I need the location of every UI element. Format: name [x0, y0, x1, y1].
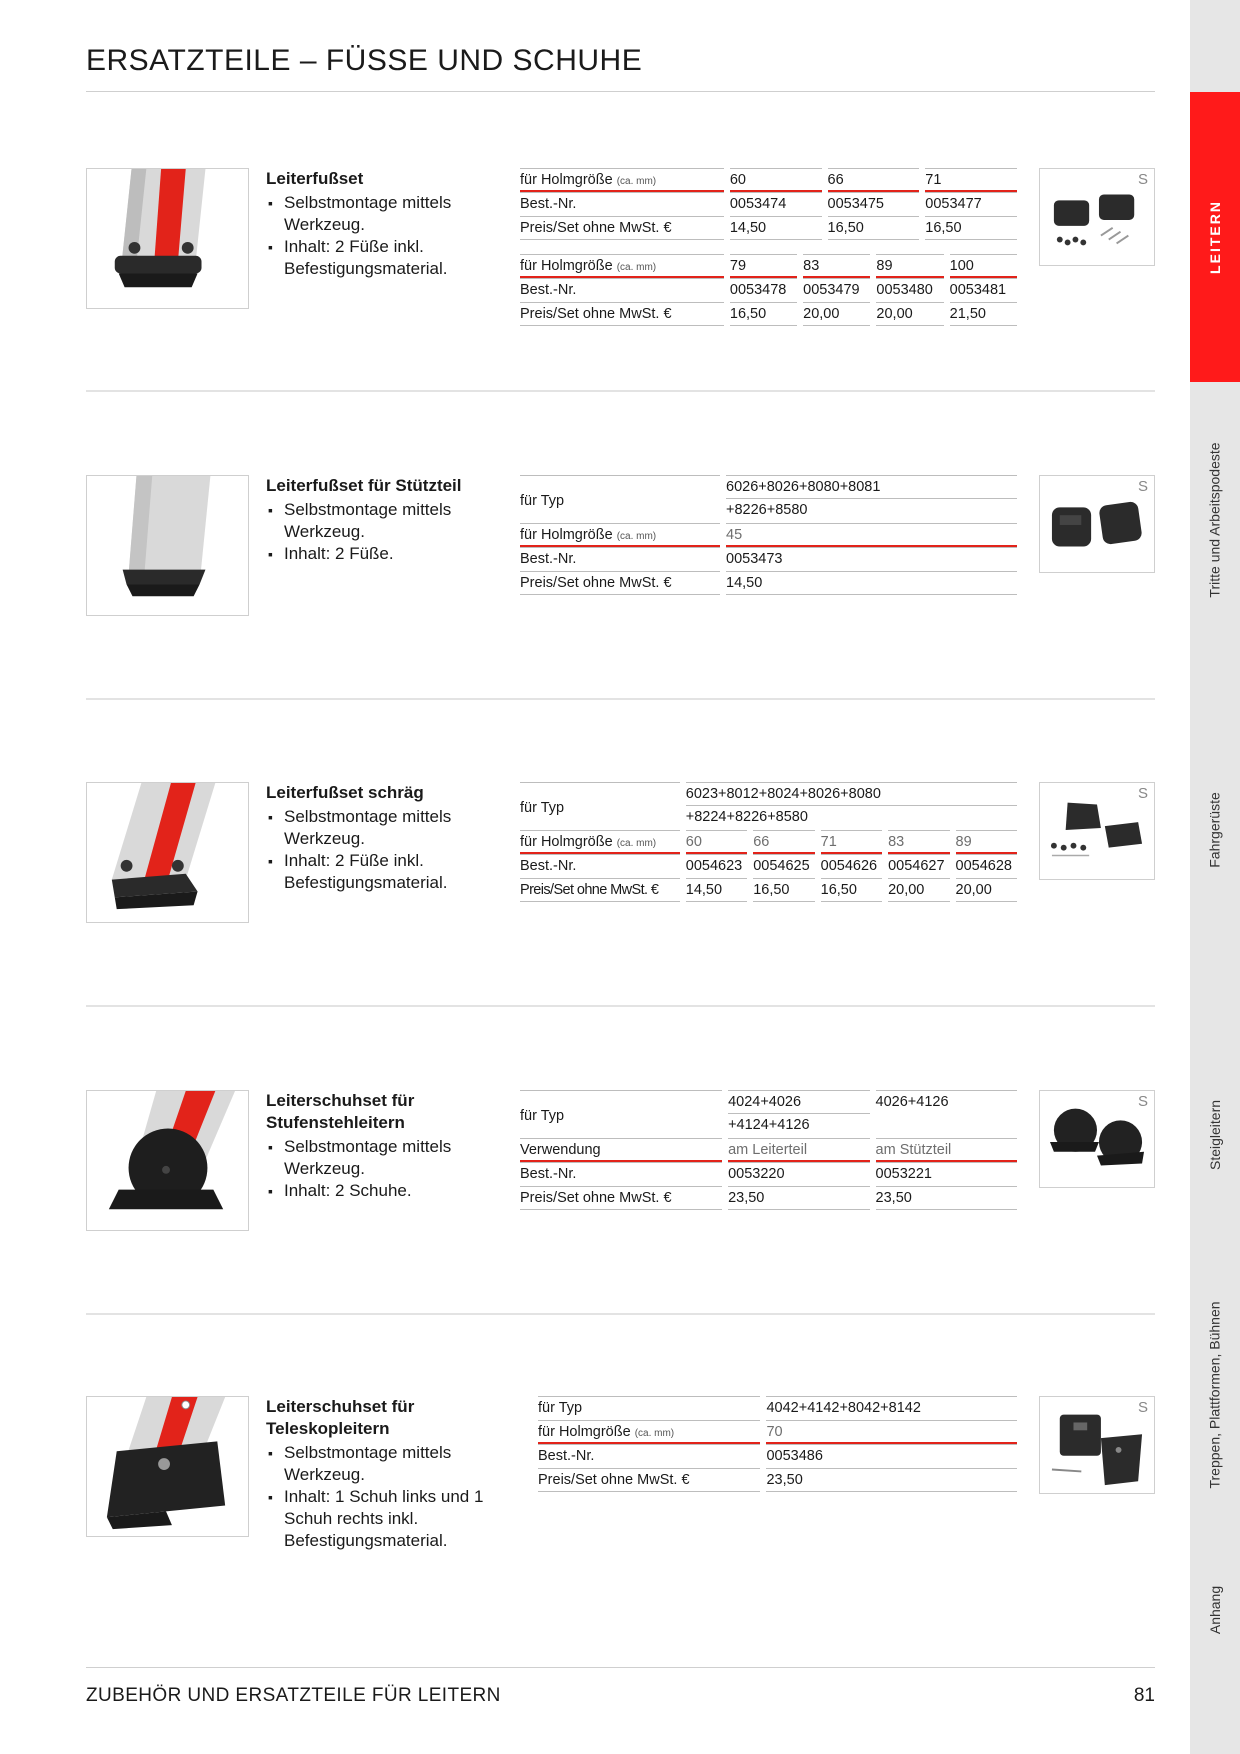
price-label: Preis/Set ohne MwSt. €	[520, 571, 720, 595]
price-cell: 16,50	[821, 878, 882, 902]
page-number: 81	[1133, 1685, 1155, 1706]
product-bullets	[266, 499, 496, 565]
section-sidebar	[1190, 0, 1240, 1754]
bullet-item: ▪ Inhalt: 2 Füße inkl. Befestigungsmaterial.	[266, 850, 496, 894]
order-number-cell: 0053474	[730, 192, 822, 216]
order-number-cell: 0054627	[888, 854, 949, 878]
price-label: Preis/Set ohne MwSt. €	[538, 1468, 760, 1492]
sidebar-tab-tritte[interactable]: Tritte und Arbeitspodeste	[1207, 442, 1224, 598]
holm-label-cell: für Holmgröße (ca. mm)	[538, 1420, 760, 1444]
best-nr-label: Best.-Nr.	[520, 854, 680, 878]
type-label: für Typ	[538, 1396, 760, 1420]
bullet-item: ▪ Selbstmontage mittels Werkzeug.	[266, 1136, 496, 1180]
product-photo	[86, 475, 249, 616]
product-bullets	[266, 1442, 496, 1552]
price-label: Preis/Set ohne MwSt. €	[520, 878, 680, 902]
parts-thumbnail	[1039, 782, 1155, 880]
product-title: Leiterfußset	[266, 169, 364, 188]
section-divider	[86, 390, 1155, 392]
order-number-cell: 0053479	[803, 278, 870, 302]
product-title: Leiterfußset für Stützteil	[266, 476, 462, 495]
product-photo	[86, 782, 249, 923]
use-cell: am Leiterteil	[728, 1138, 869, 1162]
size-cell: 71	[821, 830, 882, 854]
bullet-item: ▪ Inhalt: 1 Schuh links und 1 Schuh rechts inkl. Befestigungsmaterial.	[266, 1486, 496, 1552]
holm-label-cell: für Holmgröße (ca. mm)	[520, 523, 720, 547]
size-cell: 66	[753, 830, 814, 854]
type-label: für Typ	[520, 1090, 722, 1138]
price-cell: 14,50	[686, 878, 747, 902]
sidebar-tab-steigleitern[interactable]: Steigleitern	[1207, 1099, 1224, 1171]
bullet-item: ▪ Selbstmontage mittels Werkzeug.	[266, 1442, 496, 1486]
product-bullets	[266, 806, 496, 894]
title-divider	[86, 91, 1155, 92]
section-divider	[86, 698, 1155, 700]
product-description	[266, 782, 496, 894]
price-cell: 16,50	[925, 216, 1017, 240]
footer-divider	[86, 1667, 1155, 1668]
bullet-item: ▪ Selbstmontage mittels Werkzeug.	[266, 499, 496, 543]
order-number-cell: 0053478	[730, 278, 797, 302]
best-nr-label: Best.-Nr.	[538, 1444, 760, 1468]
use-label: Verwendung	[520, 1138, 722, 1162]
order-number-cell: 0054623	[686, 854, 747, 878]
sidebar-tab-anhang[interactable]: Anhang	[1207, 1585, 1223, 1635]
section-divider	[86, 1005, 1155, 1007]
price-label: Preis/Set ohne MwSt. €	[520, 216, 724, 240]
bullet-item: ▪ Inhalt: 2 Füße inkl. Befestigungsmaterial.	[266, 236, 496, 280]
order-number-cell: 0053221	[876, 1162, 1017, 1186]
type-label: für Typ	[520, 475, 720, 523]
price-cell: 20,00	[956, 878, 1018, 902]
size-cell: 45	[726, 523, 1017, 547]
size-cell: 60	[730, 168, 822, 192]
order-number-cell: 0053220	[728, 1162, 869, 1186]
order-number-cell: 0053475	[828, 192, 920, 216]
type-cell: 4024+4026 +4124+4126	[728, 1090, 869, 1138]
holm-label-cell: für Holmgröße (ca. mm)	[520, 254, 724, 278]
spec-table-a	[514, 168, 1023, 240]
bullet-item: ▪ Inhalt: 2 Schuhe.	[266, 1180, 496, 1202]
price-label: Preis/Set ohne MwSt. €	[520, 302, 724, 326]
parts-thumbnail	[1039, 475, 1155, 573]
price-cell: 20,00	[876, 302, 943, 326]
spec-table-b	[514, 254, 1023, 326]
product-photo	[86, 1090, 249, 1231]
price-label: Preis/Set ohne MwSt. €	[520, 1186, 722, 1210]
price-cell: 23,50	[728, 1186, 869, 1210]
price-cell: 16,50	[828, 216, 920, 240]
price-cell: 20,00	[803, 302, 870, 326]
size-letter: S	[1137, 785, 1148, 802]
product-title: Leiterfußset schräg	[266, 783, 424, 802]
size-cell: 83	[803, 254, 870, 278]
product-section-schraeg	[0, 782, 1160, 1032]
order-number-cell: 0053480	[876, 278, 943, 302]
type-cell: 4026+4126	[876, 1090, 1017, 1138]
size-letter: S	[1137, 478, 1148, 495]
size-letter: S	[1137, 1093, 1148, 1110]
price-cell: 14,50	[730, 216, 822, 240]
size-cell: 66	[828, 168, 920, 192]
parts-thumbnail	[1039, 168, 1155, 266]
order-number-cell: 0054625	[753, 854, 814, 878]
product-section-teleskopleitern	[0, 1396, 1160, 1646]
price-cell: 23,50	[876, 1186, 1017, 1210]
size-letter: S	[1137, 1399, 1148, 1416]
sidebar-tab-treppen[interactable]: Treppen, Plattformen, Bühnen	[1207, 1301, 1224, 1489]
section-divider	[86, 1313, 1155, 1315]
size-cell: 70	[766, 1420, 1017, 1444]
order-number-cell: 0054628	[956, 854, 1018, 878]
type-cell: 6023+8012+8024+8026+8080 +8224+8226+8580	[686, 782, 1017, 830]
product-title: Leiterschuhset für Teleskopleitern	[266, 1397, 415, 1438]
product-photo	[86, 1396, 249, 1537]
page-title: ERSATZTEILE – FÜSSE UND SCHUHE	[86, 44, 643, 77]
size-cell: 83	[888, 830, 949, 854]
product-section-leiterfussset	[0, 168, 1160, 418]
product-photo	[86, 168, 249, 309]
product-description	[266, 168, 496, 280]
size-letter: S	[1137, 171, 1148, 188]
size-cell: 60	[686, 830, 747, 854]
type-cell: 6026+8026+8080+8081 +8226+8580	[726, 475, 1017, 523]
product-description	[266, 1396, 496, 1552]
spec-table	[514, 475, 1023, 595]
product-description	[266, 1090, 496, 1202]
spec-table	[532, 1396, 1023, 1492]
price-cell: 16,50	[730, 302, 797, 326]
product-bullets	[266, 1136, 496, 1202]
spec-table	[514, 782, 1023, 902]
bullet-item: ▪ Inhalt: 2 Füße.	[266, 543, 496, 565]
spec-table	[514, 1090, 1023, 1210]
product-bullets	[266, 192, 496, 280]
best-nr-label: Best.-Nr.	[520, 1162, 722, 1186]
order-number-cell: 0053481	[950, 278, 1017, 302]
order-number-cell: 0054626	[821, 854, 882, 878]
holm-label-cell: für Holmgröße (ca. mm)	[520, 830, 680, 854]
product-title: Leiterschuhset für Stufenstehleitern	[266, 1091, 415, 1132]
type-cell: 4042+4142+8042+8142	[766, 1396, 1017, 1420]
price-cell: 20,00	[888, 878, 949, 902]
use-cell: am Stützteil	[876, 1138, 1017, 1162]
footer-title: ZUBEHÖR UND ERSATZTEILE FÜR LEITERN	[86, 1685, 501, 1706]
bullet-item: ▪ Selbstmontage mittels Werkzeug.	[266, 806, 496, 850]
product-description	[266, 475, 496, 565]
best-nr-label: Best.-Nr.	[520, 547, 720, 571]
type-label: für Typ	[520, 782, 680, 830]
product-section-stufenstehleitern	[0, 1090, 1160, 1340]
best-nr-label: Best.-Nr.	[520, 278, 724, 302]
sidebar-tab-leitern[interactable]: LEITERN	[1190, 92, 1240, 382]
parts-thumbnail	[1039, 1396, 1155, 1494]
order-number-cell: 0053473	[726, 547, 1017, 571]
size-cell: 71	[925, 168, 1017, 192]
sidebar-tab-fahrgerueste[interactable]: Fahrgerüste	[1207, 792, 1224, 868]
price-cell: 14,50	[726, 571, 1017, 595]
price-cell: 16,50	[753, 878, 814, 902]
size-cell: 100	[950, 254, 1017, 278]
size-cell: 89	[876, 254, 943, 278]
price-cell: 23,50	[766, 1468, 1017, 1492]
order-number-cell: 0053486	[766, 1444, 1017, 1468]
product-section-stuetzteil	[0, 475, 1160, 725]
best-nr-label: Best.-Nr.	[520, 192, 724, 216]
size-cell: 79	[730, 254, 797, 278]
price-cell: 21,50	[950, 302, 1017, 326]
order-number-cell: 0053477	[925, 192, 1017, 216]
bullet-item: ▪ Selbstmontage mittels Werkzeug.	[266, 192, 496, 236]
parts-thumbnail	[1039, 1090, 1155, 1188]
size-cell: 89	[956, 830, 1018, 854]
holm-label-cell: für Holmgröße (ca. mm)	[520, 168, 724, 192]
